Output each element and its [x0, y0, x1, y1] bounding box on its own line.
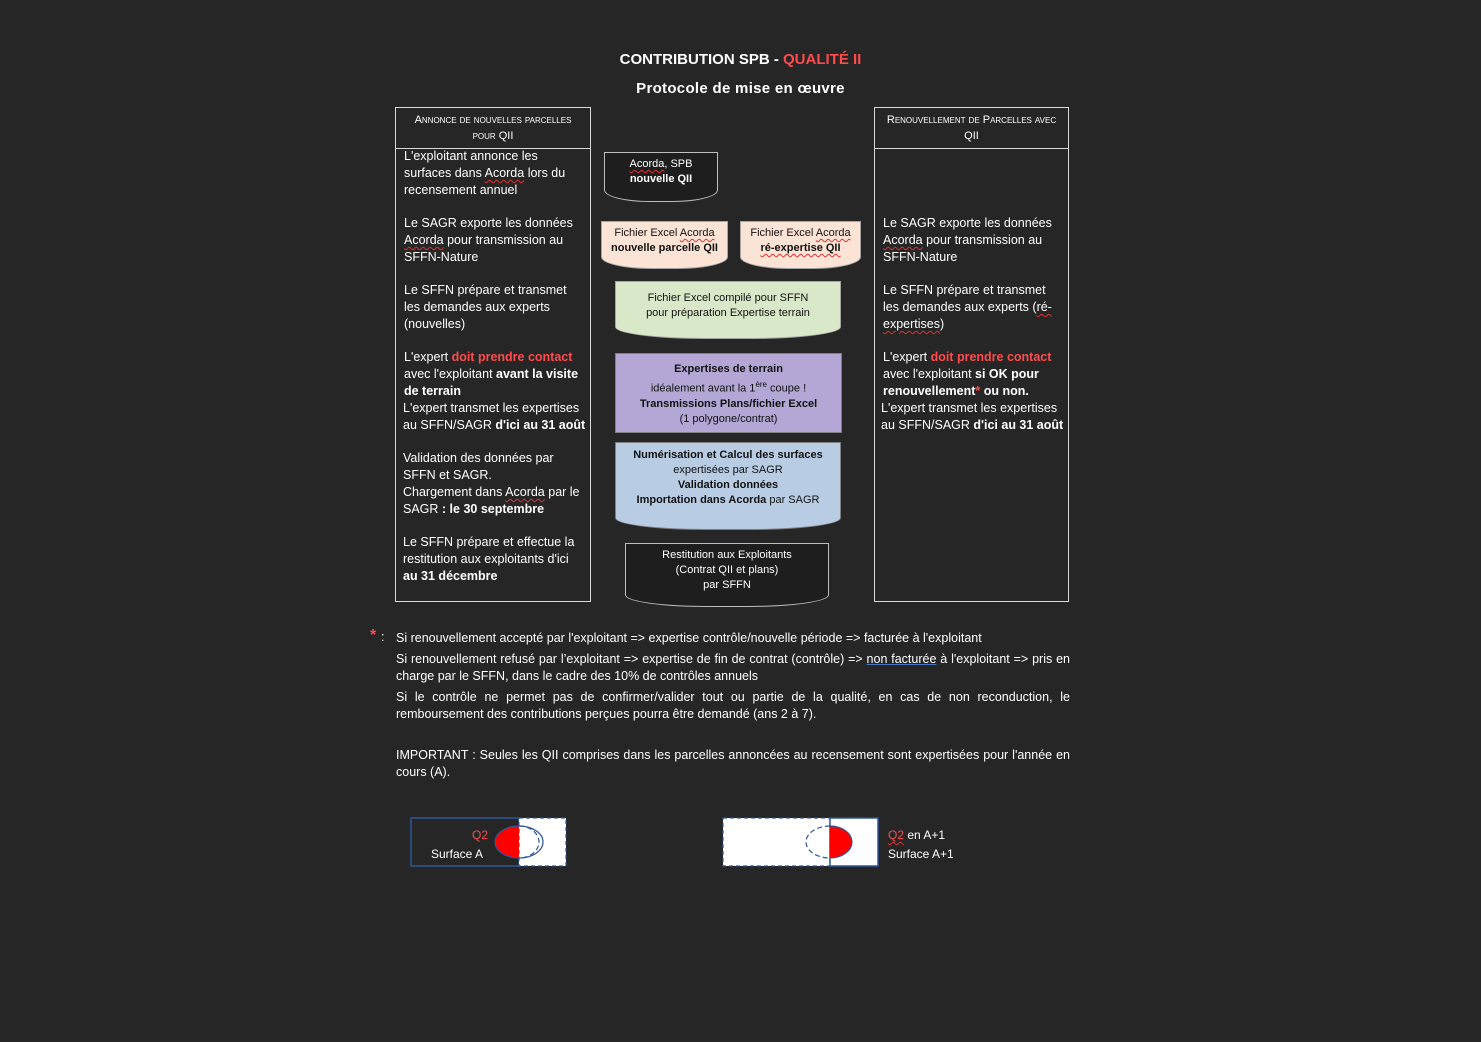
- right-step-2: Le SAGR exporte les données Acorda pour transmission au SFFN-Nature: [883, 216, 1052, 264]
- diagram-left-surface: Surface A: [431, 847, 484, 861]
- flow-box-acorda-spb: Acorda, SPB nouvelle QII: [604, 152, 718, 202]
- flow-box-restitution: Restitution aux Exploitants (Contrat QII et plans) par SFFN: [625, 543, 829, 607]
- left-step-1: L'exploitant annonce les surfaces dans Acorda lors du recensement annuel: [404, 149, 566, 197]
- right-step-4b: L'expert transmet les expertises au SFFN/SAGR d'ici au 31 août: [881, 401, 1064, 432]
- left-step-5: Validation des données par SFFN et SAGR. Chargement dans Acorda par le SAGR : le 30 septembre: [403, 451, 580, 516]
- right-column: [874, 107, 1069, 602]
- left-step-6: Le SFFN prépare et effectue la restitution aux exploitants d'ici au 31 décembre: [403, 535, 575, 583]
- right-step-4: L'expert doit prendre contact avec l'exploitant si OK pour renouvellement* ou non.: [883, 350, 1052, 398]
- left-column: [395, 107, 591, 602]
- left-step-4: L'expert doit prendre contact avec l'exploitant avant la visite de terrain: [404, 350, 579, 398]
- title-highlight: QUALITÉ II: [783, 51, 862, 68]
- left-step-4b: L'expert transmet les expertises au SFFN/SAGR d'ici au 31 août: [403, 401, 586, 432]
- note-1: Si renouvellement accepté par l'exploitant => expertise contrôle/nouvelle période => facturée à l'exploitant: [396, 631, 982, 645]
- footnote-colon: :: [381, 630, 385, 644]
- surface-a1-extension: [723, 818, 830, 866]
- flow-box-numerisation: Numérisation et Calcul des surfaces expertisées par SAGR Validation données Importation dans Acorda par SAGR: [615, 442, 841, 530]
- note-important: IMPORTANT : Seules les QII comprises dans les parcelles annoncées au recensement sont expertisées pour l'année en cours (A).: [396, 748, 1070, 779]
- page-subtitle: Protocole de mise en œuvre: [636, 80, 845, 97]
- flow-box-expertises-terrain: Expertises de terrain idéalement avant la 1ère coupe ! Transmissions Plans/fichier Excel (1 polygone/contrat): [615, 353, 842, 433]
- diagram-surface-a1: [720, 815, 882, 870]
- left-column-header: Annonce de nouvelles parcelles pour QII: [396, 108, 590, 149]
- left-step-2: Le SAGR exporte les données Acorda pour transmission au SFFN-Nature: [404, 216, 573, 264]
- flow-box-excel-nouvelle: Fichier Excel Acorda nouvelle parcelle QII: [601, 221, 728, 269]
- note-3: Si le contrôle ne permet pas de confirmer/valider tout ou partie de la qualité, en cas de non reconduction, le remboursement des contributions perçues pourra être demandé (ans 2 à 7).: [396, 690, 1070, 721]
- diagram-right-q2: Q2 en A+1: [888, 828, 946, 842]
- page-title: CONTRIBUTION SPB - QUALITÉ II: [619, 51, 862, 68]
- note-2: Si renouvellement refusé par l’exploitant => expertise de fin de contrat (contrôle) => non facturée à l'exploitant => pris en charge par le SFFN, dans le cadre des 10% de contrôles annuels: [396, 652, 1070, 683]
- flow-box-excel-reexpertise: Fichier Excel Acorda ré-expertise QII: [740, 221, 861, 269]
- left-step-3: Le SFFN prépare et transmet les demandes aux experts (nouvelles): [404, 283, 567, 331]
- right-step-3: Le SFFN prépare et transmet les demandes aux experts (ré-expertises): [883, 283, 1052, 331]
- footnote-star: *: [370, 627, 377, 644]
- right-column-header: Renouvellement de Parcelles avec QII: [875, 108, 1068, 149]
- surface-a-q2-red: [495, 826, 519, 858]
- diagram-left-q2: Q2: [472, 828, 489, 842]
- diagram-right-surface: Surface A+1: [888, 847, 954, 861]
- flow-box-excel-compile: Fichier Excel compilé pour SFFN pour préparation Expertise terrain: [615, 281, 841, 339]
